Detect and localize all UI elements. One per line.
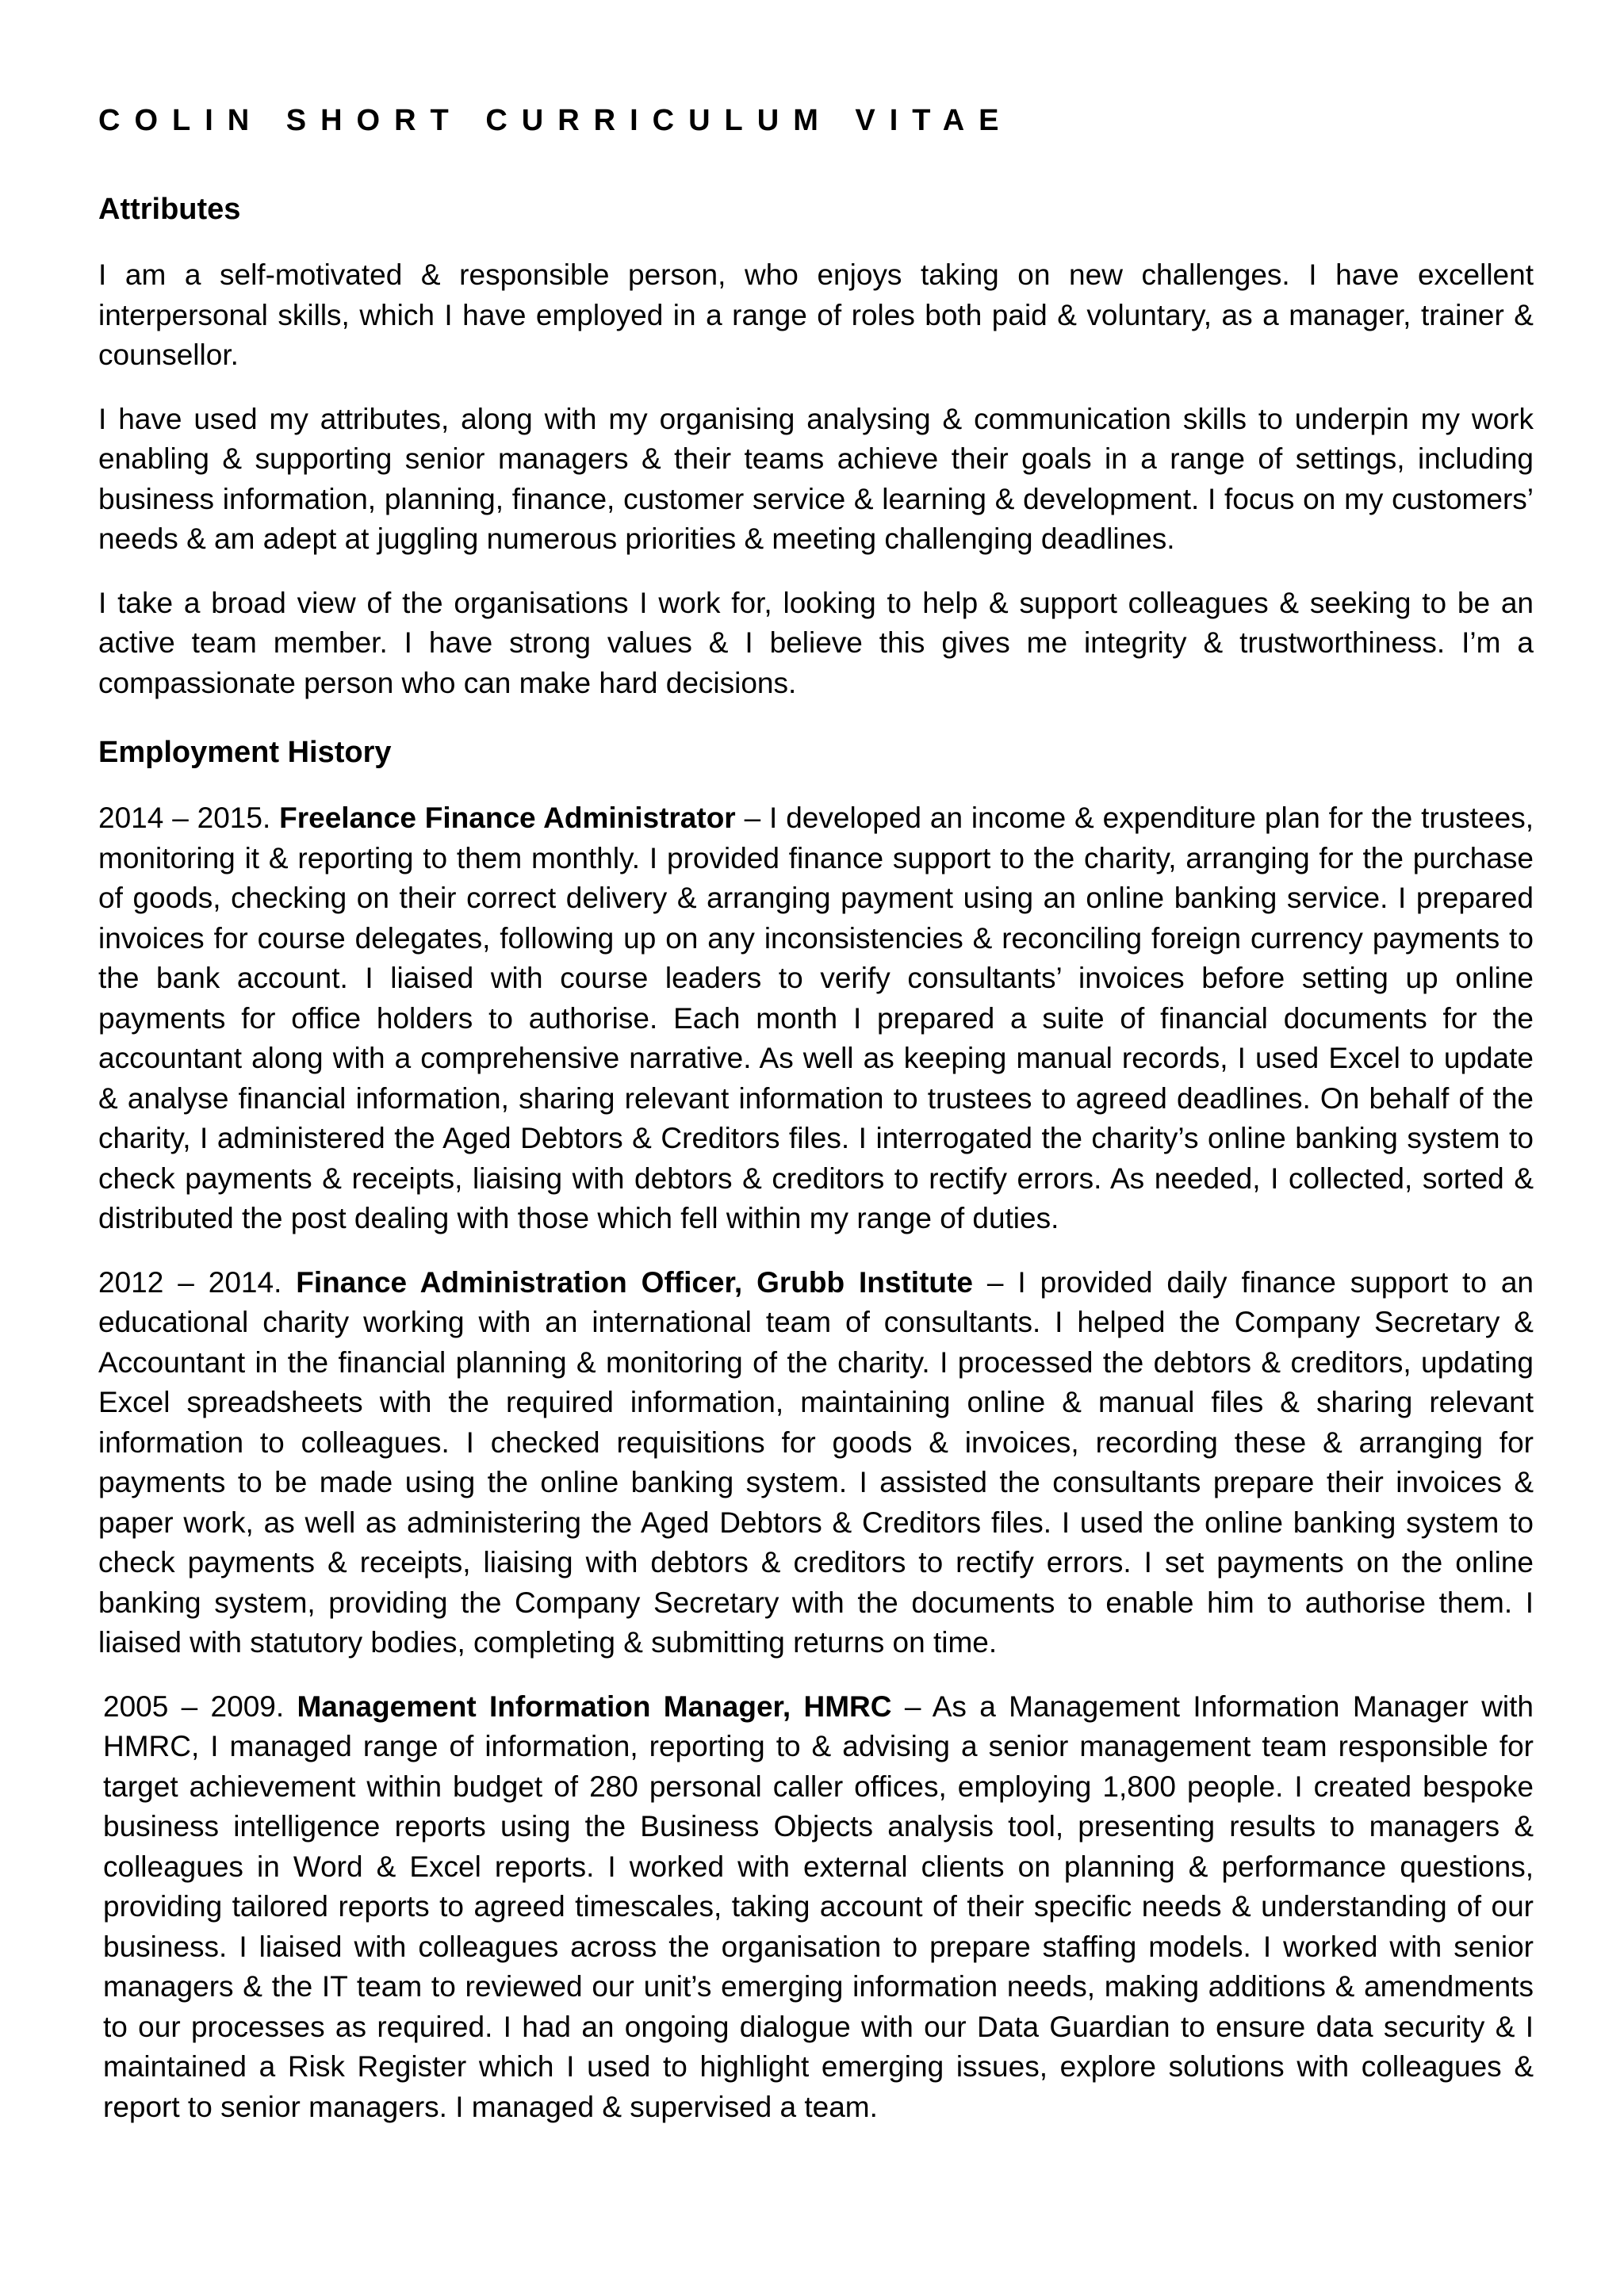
attributes-paragraph-1: I am a self-motivated & responsible person, who enjoys taking on new challenges. I have excellent interpersonal skills, which I have employed in a range of roles both paid & voluntary, as a manager, trainer & counsellor. xyxy=(98,258,1534,371)
attributes-heading: Attributes xyxy=(98,193,241,226)
cv-title: COLIN SHORT CURRICULUM VITAE xyxy=(98,104,1013,137)
job-dates: 2014 – 2015. xyxy=(98,802,280,834)
job-dates: 2005 – 2009. xyxy=(103,1689,297,1723)
job-role: Freelance Finance Administrator xyxy=(279,802,736,834)
cv-page xyxy=(98,95,1534,2151)
job-role: Management Information Manager, HMRC xyxy=(297,1689,892,1723)
job-description: – I provided daily finance support to an educational charity working with an international team of consultants. I helped the Company Secretary & Accountant in the financial planning & monitoring of the charity. I processed the debtors & creditors, updating Excel spreadsheets with the required information, maintaining online & manual files & sharing relevant information to colleagues. I checked requisitions for goods & invoices, recording these & arranging for payments to be made using the online banking system. I assisted the consultants prepare their invoices & paper work, as well as administering the Aged Debtors & Creditors files. I used the online banking system to check payments & receipts, liaising with debtors & creditors to rectify errors. I set payments on the online banking system, providing the Company Secretary with the documents to enable him to authorise them. I liaised with statutory bodies, completing & submitting returns on time. xyxy=(98,1265,1534,1659)
job-description: – I developed an income & expenditure plan for the trustees, monitoring it & reporting to them monthly. I provided finance support to the charity, arranging for the purchase of goods, checking on their correct delivery & arranging payment using an online banking service. I prepared invoices for course delegates, following up on any inconsistencies & reconciling foreign currency payments to the bank account. I liaised with course leaders to verify consultants’ invoices before setting up online payments for office holders to authorise. Each month I prepared a suite of financial documents for the accountant along with a comprehensive narrative. As well as keeping manual records, I used Excel to update & analyse financial information, sharing relevant information to trustees to agreed deadlines. On behalf of the charity, I administered the Aged Debtors & Creditors files. I interrogated the charity’s online banking system to check payments & receipts, liaising with debtors & creditors to rectify errors. As needed, I collected, sorted & distributed the post dealing with those which fell within my range of duties. xyxy=(98,802,1534,1234)
job-description: – As a Management Information Manager with HMRC, I managed range of information, reporting to & advising a senior management team responsible for target achievement within budget of 280 personal caller offices, employing 1,800 people. I created bespoke business intelligence reports using the Business Objects analysis tool, presenting results to managers & colleagues in Word & Excel reports. I worked with external clients on planning & performance questions, providing tailored reports to agreed timescales, taking account of their specific needs & understanding of our business. I liaised with colleagues across the organisation to prepare staffing models. I worked with senior managers & the IT team to reviewed our unit’s emerging information needs, making additions & amendments to our processes as required. I had an ongoing dialogue with our Data Guardian to ensure data security & I maintained a Risk Register which I used to highlight emerging issues, explore solutions with colleagues & report to senior managers. I managed & supervised a team. xyxy=(103,1689,1534,2123)
attributes-paragraph-2: I have used my attributes, along with my organising analysing & communication skills to underpin my work enabling & supporting senior managers & their teams achieve their goals in a range of settings, including business information, planning, finance, customer service & learning & development. I focus on my customers’ needs & am adept at juggling numerous priorities & meeting challenging deadlines. xyxy=(98,402,1534,555)
job-role: Finance Administration Officer, Grubb Institute xyxy=(296,1265,973,1299)
attributes-paragraph-3: I take a broad view of the organisations I work for, looking to help & support colleagues & seeking to be an active team member. I have strong values & I believe this gives me integrity & trustworthiness. I’m a compassionate person who can make hard decisions. xyxy=(98,586,1534,699)
job-dates: 2012 – 2014. xyxy=(98,1265,297,1299)
job-entry-freelance-finance-administrator xyxy=(98,798,1534,1239)
job-entry-finance-administration-officer xyxy=(98,1263,1534,1663)
employment-history-heading: Employment History xyxy=(98,736,392,769)
job-entry-management-information-manager xyxy=(98,1687,1534,2128)
